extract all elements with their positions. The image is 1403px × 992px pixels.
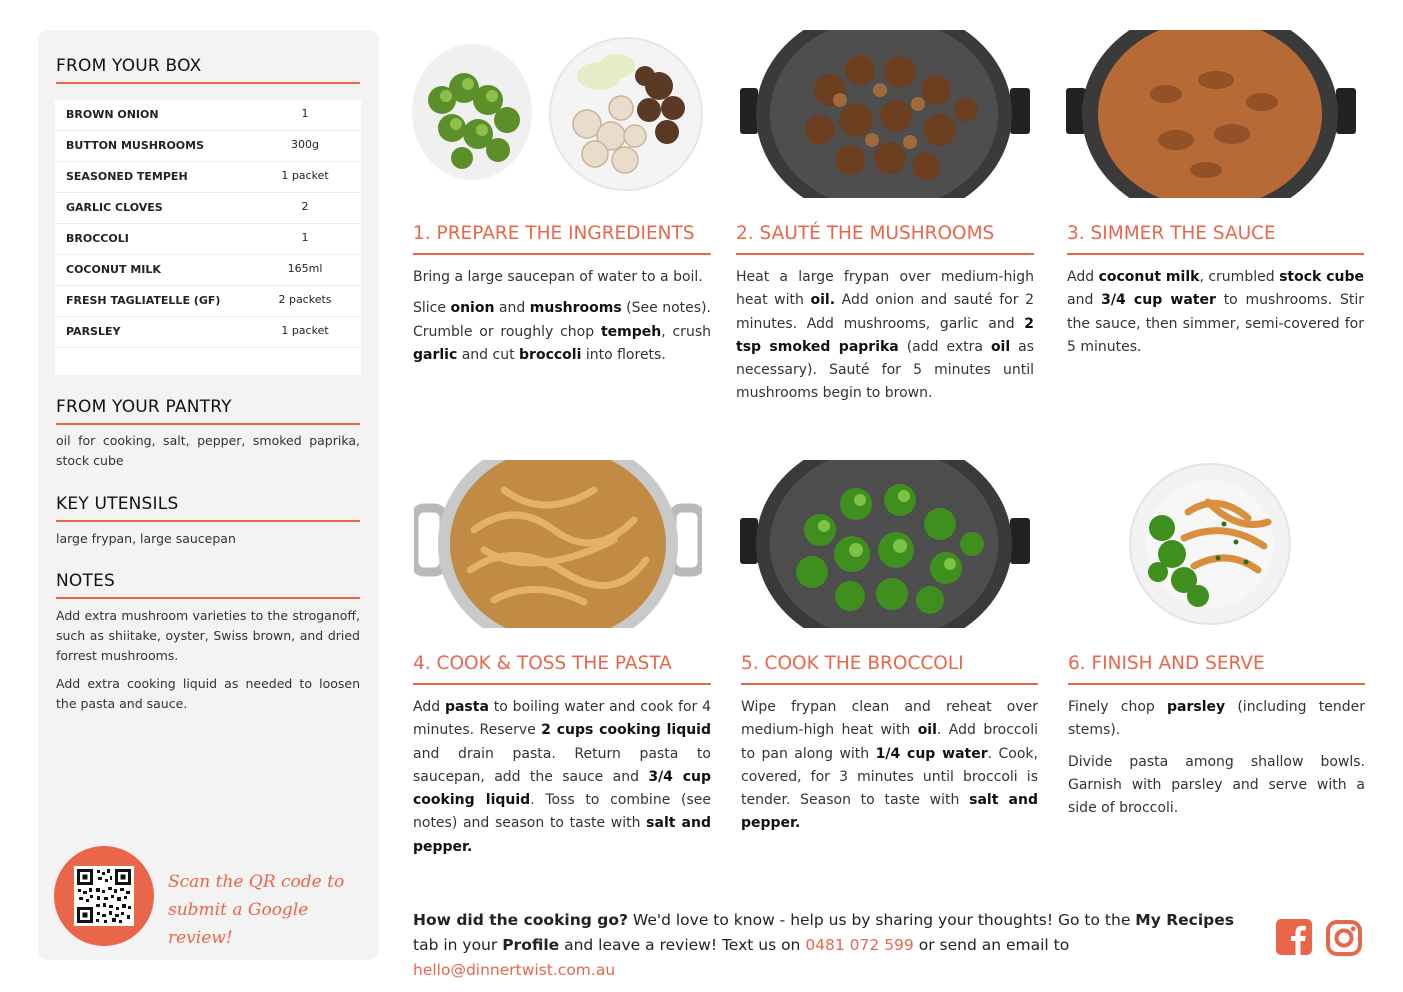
ingredient-name: FRESH TAGLIATELLE (GF) (66, 294, 221, 307)
step-1-para-1: Bring a large saucepan of water to a boil. (413, 269, 703, 285)
box-title-rule (56, 82, 360, 84)
ingredient-qty: 1 (301, 107, 309, 120)
box-ingredients-table (55, 100, 361, 375)
ingredient-qty: 2 (301, 200, 309, 213)
ingredient-name: COCONUT MILK (66, 263, 161, 276)
utensils-text: large frypan, large saucepan (56, 531, 236, 546)
step-5-title: 5. COOK THE BROCCOLI (741, 653, 964, 674)
step-1-title: 1. PREPARE THE INGREDIENTS (413, 223, 695, 244)
step-2-title: 2. SAUTÉ THE MUSHROOMS (736, 223, 995, 244)
table-row (55, 193, 361, 224)
broccoli-plate-photo (412, 40, 534, 180)
qr-caption-line-1: Scan the QR code to (168, 872, 345, 892)
ingredient-qty: 2 packets (278, 293, 332, 306)
qr-code-icon (74, 866, 134, 926)
step-3-rule (1067, 253, 1364, 255)
mushrooms-frypan-photo (740, 30, 1030, 198)
step-6-rule (1068, 683, 1365, 685)
notes-text-2: Add extra cooking liquid as needed to loosen the pasta and sauce. (56, 676, 360, 711)
step-2-para: Heat a large frypan over medium-high heat with oil. Add onion and sauté for 2 minutes. Add mushrooms, garlic and 2 tsp smoked paprika (add extra oil as necessary). Sauté for 5 minutes until mushrooms begin to brown. (736, 269, 1034, 402)
facebook-icon[interactable] (1276, 919, 1312, 955)
ingredient-qty: 165ml (287, 262, 323, 275)
review-footer: How did the cooking go? We'd love to know - help us by sharing your thoughts! Go to the My Recipes tab in your Profile and leave a review! Text us on 0481 072 599 or send an email to hello@dinnertwist.com.au (413, 911, 1234, 979)
step-6-para-2: Divide pasta among shallow bowls. Garnish with parsley and serve with a side of broccoli. (1068, 753, 1365, 817)
qr-caption-line-2: submit a Google review! (168, 900, 309, 948)
pantry-text: oil for cooking, salt, pepper, smoked paprika, stock cube (56, 433, 360, 468)
notes-rule (56, 597, 360, 599)
table-row (55, 100, 361, 131)
step-4-title: 4. COOK & TOSS THE PASTA (413, 653, 672, 674)
sauce-frypan-photo (1066, 30, 1356, 198)
step-6-title: 6. FINISH AND SERVE (1068, 653, 1265, 674)
ingredient-qty: 300g (291, 138, 319, 151)
phone-link[interactable]: 0481 072 599 (805, 936, 914, 954)
ingredient-qty: 1 (301, 231, 309, 244)
step-3-title: 3. SIMMER THE SAUCE (1067, 223, 1276, 244)
notes-title: NOTES (56, 571, 116, 591)
step-2-rule (736, 253, 1034, 255)
table-row (55, 255, 361, 286)
step-5-text (741, 696, 1038, 844)
step-4-rule (413, 683, 711, 685)
table-row (55, 131, 361, 162)
box-title: FROM YOUR BOX (56, 56, 202, 76)
footer-profile: Profile (502, 936, 560, 954)
table-row (55, 162, 361, 193)
ingredient-qty: 1 packet (281, 169, 329, 182)
served-bowl-photo (1128, 462, 1292, 626)
ingredient-name: BUTTON MUSHROOMS (66, 139, 205, 152)
qr-caption (168, 868, 373, 952)
footer-my-recipes: My Recipes (1135, 911, 1234, 929)
step-4-para: Add pasta to boiling water and cook for 4 minutes. Reserve 2 cups cooking liquid and drain pasta. Return pasta to saucepan, add the sauce and 3/4 cup cooking liquid. Toss to combine (see notes) and season to taste with salt and pepper. (413, 699, 712, 855)
utensils-title: KEY UTENSILS (56, 494, 179, 514)
step-3-para: Add coconut milk, crumbled stock cube and 3/4 cup water to mushrooms. Stir the sauce, then simmer, semi-covered for 5 minutes. (1067, 269, 1364, 355)
step-5-para: Wipe frypan clean and reheat over medium-high heat with oil. Add broccoli to pan along with 1/4 cup water. Cook, covered, for 3 minutes until broccoli is tender. Season to taste with salt and pepper. (741, 699, 1038, 832)
step-2-text (736, 266, 1034, 414)
step-1-para-2: Slice onion and mushrooms (See notes). Crumble or roughly chop tempeh, crush garlic and cut broccoli into florets. (413, 300, 711, 363)
step-4-text (413, 696, 711, 867)
pantry-title: FROM YOUR PANTRY (56, 397, 232, 417)
ingredient-name: SEASONED TEMPEH (66, 170, 188, 183)
table-row (55, 224, 361, 255)
broccoli-frypan-photo (740, 460, 1030, 628)
instagram-icon[interactable] (1325, 919, 1363, 957)
ingredients-plate-photo (549, 36, 703, 192)
step-6-para-1: Finely chop parsley (including tender stems). (1068, 699, 1365, 739)
table-row (55, 317, 361, 348)
pantry-rule (56, 423, 360, 425)
ingredient-qty: 1 packet (281, 324, 329, 337)
qr-badge[interactable] (54, 846, 154, 946)
ingredient-name: BROCCOLI (66, 232, 129, 245)
step-6-text (1068, 696, 1365, 828)
email-link[interactable]: hello@dinnertwist.com.au (413, 961, 616, 979)
ingredient-name: GARLIC CLOVES (66, 201, 163, 214)
table-row (55, 286, 361, 317)
step-1-text (413, 266, 711, 375)
utensils-rule (56, 520, 360, 522)
notes-text-1: Add extra mushroom varieties to the stroganoff, such as shiitake, oyster, Swiss brown, and dried forrest mushrooms. (56, 608, 360, 663)
step-5-rule (741, 683, 1038, 685)
step-3-text (1067, 266, 1364, 367)
ingredient-name: BROWN ONION (66, 108, 159, 121)
footer-question: How did the cooking go? (413, 911, 628, 929)
sidebar (38, 30, 379, 960)
step-1-rule (413, 253, 711, 255)
pasta-saucepan-photo (414, 460, 702, 628)
ingredient-name: PARSLEY (66, 325, 121, 338)
